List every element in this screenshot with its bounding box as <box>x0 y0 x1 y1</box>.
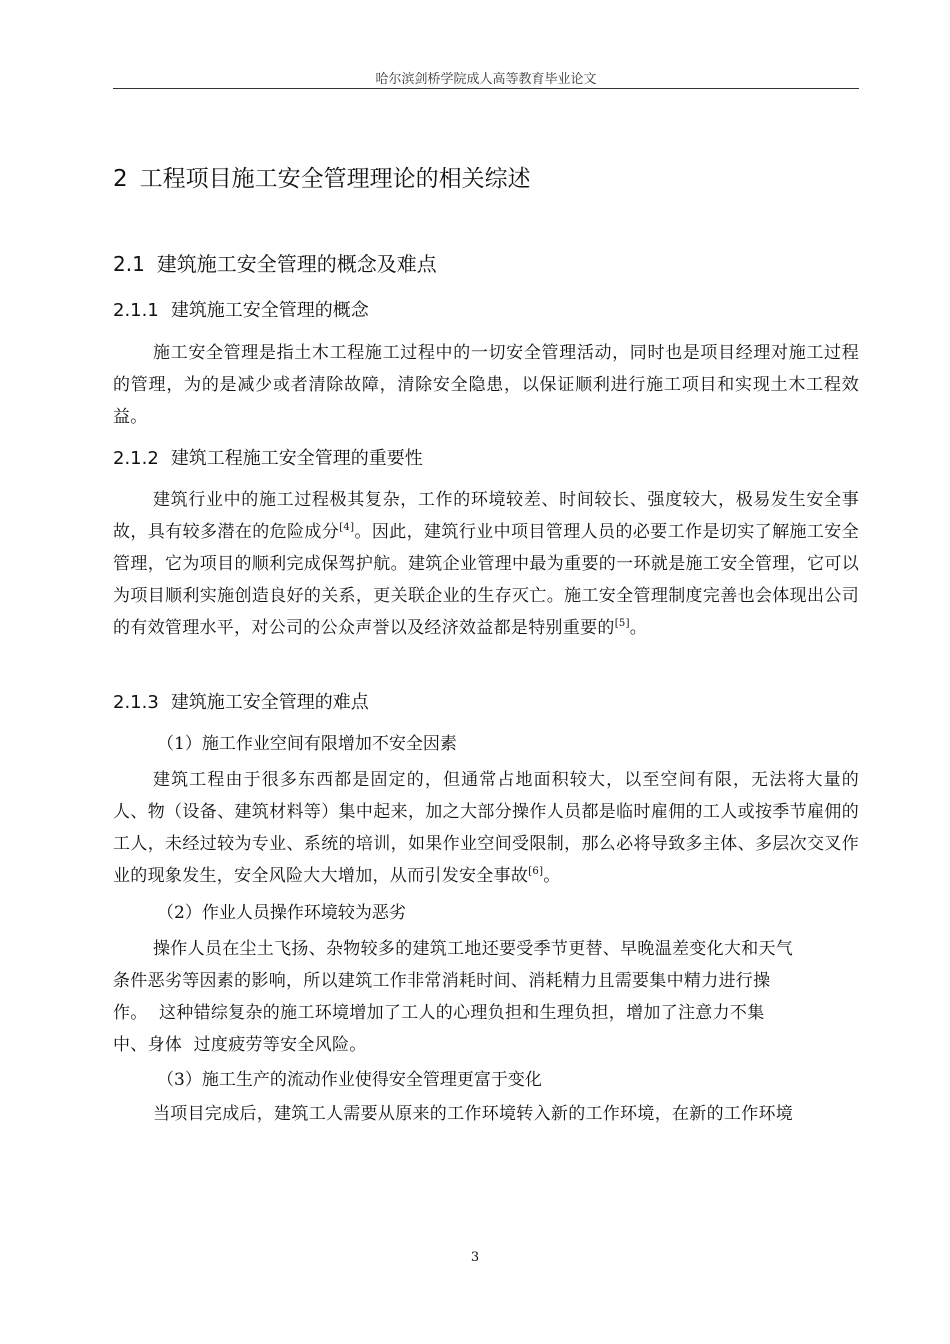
chapter-heading <box>113 160 859 193</box>
paragraph-2-1-2 <box>113 484 859 644</box>
subsection-heading-2-1-1 <box>113 296 859 322</box>
page-number: 3 <box>470 1250 480 1265</box>
paragraph-item-3: 当项目完成后，建筑工人需要从原来的工作环境转入新的工作环境，在新的工作环境 <box>153 1104 794 1124</box>
subsection-number: 2.1.2 <box>113 448 159 469</box>
subsection-heading-2-1-3 <box>113 688 859 714</box>
list-item-3: （3）施工生产的流动作业使得安全管理更富于变化 <box>157 1070 542 1090</box>
section-heading-2-1 <box>113 248 859 277</box>
subsection-number: 2.1.1 <box>113 300 159 321</box>
subsection-title: 建筑施工安全管理的概念 <box>170 300 369 321</box>
section-number: 2.1 <box>113 252 145 276</box>
chapter-number: 2 <box>113 166 128 192</box>
list-item-2: （2）作业人员操作环境较为恶劣 <box>157 903 406 923</box>
paragraph-text: 。 <box>629 618 648 638</box>
subsection-heading-2-1-2 <box>113 444 859 470</box>
subsection-number: 2.1.3 <box>113 692 159 713</box>
paragraph-item-2-line-4: 中、身体 过度疲劳等安全风险。 <box>113 1035 367 1055</box>
paragraph-item-2-line-1: 操作人员在尘土飞扬、杂物较多的建筑工地还要受季节更替、早晚温差变化大和天气 <box>153 939 794 959</box>
paragraph-text: 。因此，建筑行业中项目管理人员的必要工作是切实了解施工安全管理，它为项目的顺利完成保驾护航。建筑企业管理中最为重要的一环就是施工安全管理，它可以为项目顺利实施创造良好的关系，更关联企业的生存灭亡。施工安全管理制度完善也会体现出公司的有效管理水平，对公司的公众声誉以及经济效益都是特别重要的 <box>113 522 859 638</box>
paragraph-item-2-line-2: 条件恶劣等因素的影响，所以建筑工作非常消耗时间、消耗精力且需要集中精力进行操 <box>113 971 771 991</box>
list-item-1: （1）施工作业空间有限增加不安全因素 <box>157 734 457 754</box>
citation: [5] <box>614 618 630 629</box>
chapter-title: 工程项目施工安全管理理论的相关综述 <box>139 166 531 192</box>
running-header: 哈尔滨剑桥学院成人高等教育毕业论文 <box>375 72 597 87</box>
paragraph-text: 建筑行业中的施工过程极其复杂，工作的环境较差、时间较长、强度较大，极易发生安全事故，具有较多潜在的危险成分 <box>113 490 859 542</box>
paragraph-item-1 <box>113 764 859 892</box>
paragraph-item-2-line-3: 作。 这种错综复杂的施工环境增加了工人的心理负担和生理负担，增加了注意力不集 <box>113 1003 765 1023</box>
citation: [4] <box>339 522 355 533</box>
section-title: 建筑施工安全管理的概念及难点 <box>156 252 437 276</box>
subsection-title: 建筑施工安全管理的难点 <box>170 692 369 713</box>
citation: [6] <box>528 866 544 877</box>
paragraph-2-1-1: 施工安全管理是指土木工程施工过程中的一切安全管理活动，同时也是项目经理对施工过程的管理，为的是减少或者清除故障，清除安全隐患，以保证顺利进行施工项目和实现土木工程效益。 <box>113 343 859 427</box>
paragraph-text: 建筑工程由于很多东西都是固定的，但通常占地面积较大，以至空间有限，无法将大量的人、物（设备、建筑材料等）集中起来，加之大部分操作人员都是临时雇佣的工人或按季节雇佣的工人，未经过较为专业、系统的培训，如果作业空间受限制，那么必将导致多主体、多层次交叉作业的现象发生，安全风险大大增加，从而引发安全事故 <box>113 770 859 886</box>
subsection-title: 建筑工程施工安全管理的重要性 <box>170 448 423 469</box>
header-rule <box>113 88 859 89</box>
paragraph-text: 。 <box>543 866 561 886</box>
